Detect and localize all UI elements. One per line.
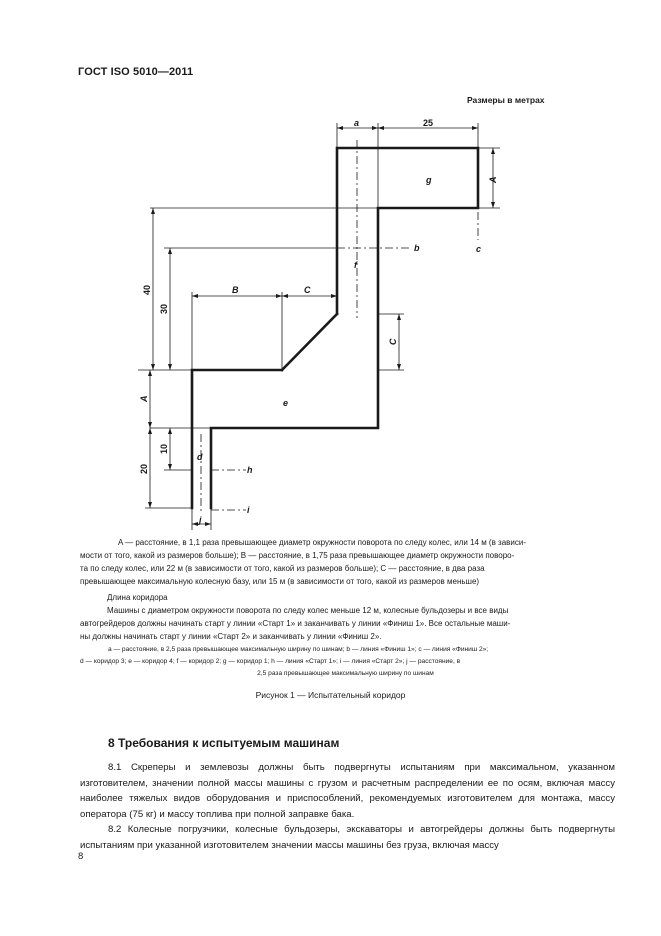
legend-line-4: превышающее максимальную колесную базу, или 15 м (в зависимости от того, какой из размеров меньше) <box>80 577 480 586</box>
dim-10-label: 10 <box>159 443 169 454</box>
dim-j-label: j <box>199 515 202 525</box>
line-i-label: i <box>247 505 250 515</box>
corridor-d-label: d <box>197 452 203 462</box>
corridor-line-3: ны должны начинать старт у линии «Старт 2» и заканчивать у линии «Финиш 2». <box>80 632 382 641</box>
section-title: 8 Требования к испытуемым машинам <box>108 736 340 750</box>
legend-line-1: A — расстояние, в 1,1 раза превышающее диаметр окружности поворота по следу колес, или 14 м (в зависи- <box>118 538 527 547</box>
legend-line-3: та по следу колес, или 22 м (в зависимости от того, какой из размеров больше); C — расстояние, в два раза <box>80 564 485 573</box>
notes-line-2: d — коридор 3; e — коридор 4; f — коридор 2; g — коридор 1; h — линия «Старт 1»; i — линия «Старт 2»; j — расстояние, в <box>80 658 461 665</box>
corridor-line-2: автогрейдеров должны начинать старт у линии «Старт 1» и заканчивать у линии «Финиш 1». Все остальные маши- <box>80 619 511 628</box>
notes-line-1: a — расстояние, в 2,5 раза превышающее максимальную ширину по шинам; b — линия «Финиш 1»; c — линия «Финиш 2»; <box>108 646 489 653</box>
dim-A-left-label: A <box>139 395 149 402</box>
dim-A-top-label: A <box>488 176 498 183</box>
dim-C-side-label: C <box>388 338 398 345</box>
dim-B-label: B <box>232 285 239 295</box>
corridor-e-label: e <box>283 398 289 408</box>
corridor-line-1: Машины с диаметром окружности поворота по следу колес меньше 12 м, колесные бульдозеры и все виды <box>107 606 509 615</box>
paragraph-8-2: 8.2 Колесные погрузчики, колесные бульдозеры, экскаваторы и автогрейдеры должны быть подвергнуты испытаниям при указанной изготовителем значении массы машины без груза, включая массу <box>80 824 615 851</box>
corridor-length-text <box>80 604 611 643</box>
paragraph-8-1: 8.1 Скреперы и землевозы должны быть подвергнуты испытаниям при максимальном, указанном изготовителем, значении полной массы машины с грузом и расчетным распределении ее по осям, включая массу наиболее тяжелых видов оборудования и приспособлений, рекомендуемых изготовителем для монтажа, массу оператора (75 кг) и массу топлива при полной заправке бака. <box>80 762 615 820</box>
dim-a-label: a <box>354 118 360 128</box>
corridor-outline-right <box>192 148 478 508</box>
line-c-label: c <box>476 244 482 254</box>
section-body <box>80 760 615 854</box>
corridor-length-title: Длина коридора <box>107 593 168 602</box>
figure-caption: Рисунок 1 — Испытательный коридор <box>255 690 406 700</box>
figure-legend <box>80 536 611 588</box>
line-b-label: b <box>414 243 420 253</box>
corridor-g-label: g <box>426 175 432 185</box>
dim-30-label: 30 <box>159 303 169 314</box>
figure-notes <box>80 644 611 680</box>
dim-25-label: 25 <box>423 118 434 128</box>
corridor-f-label: f <box>354 260 357 270</box>
units-note: Размеры в метрах <box>467 95 545 105</box>
page-number: 8 <box>78 851 84 862</box>
legend-line-2: мости от того, какой из размеров больше); B — расстояние, в 1,75 раза превышающее диаметр окружности поворо- <box>80 551 515 560</box>
notes-line-3: 2,5 раза превышающее максимальную ширину по шинам <box>257 670 434 677</box>
document-header: ГОСТ ISO 5010—2011 <box>78 66 194 78</box>
line-h-label: h <box>247 465 253 475</box>
dim-40-label: 40 <box>142 284 152 295</box>
dim-C-label: C <box>304 285 311 295</box>
dim-20-label: 20 <box>139 463 149 474</box>
